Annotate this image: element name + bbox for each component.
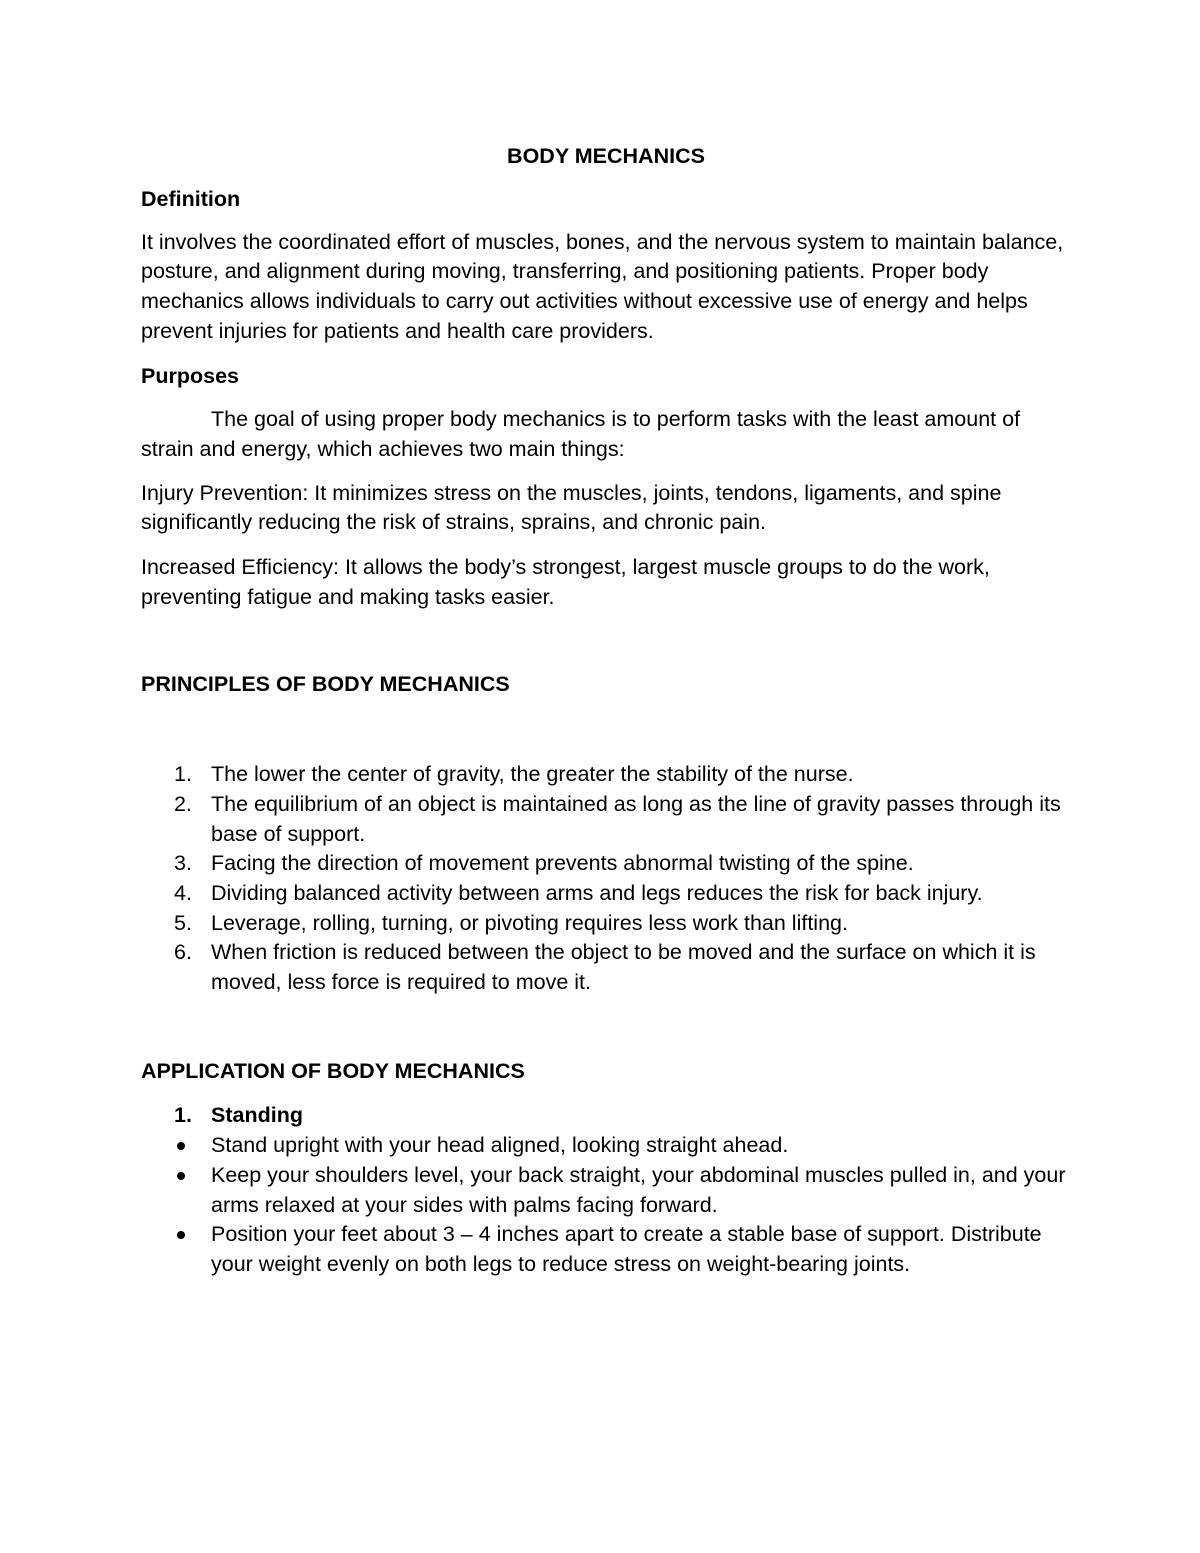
list-number: 5. — [174, 910, 192, 935]
definition-heading: Definition — [141, 187, 241, 211]
bullet-icon — [177, 1231, 185, 1239]
purposes-intro: The goal of using proper body mechanics is to perform tasks with the least amount of strain and energy, which achieves two main things: — [141, 407, 1021, 461]
list-number: 6. — [174, 940, 192, 965]
principle-item — [141, 909, 1071, 939]
bullet-item — [141, 1220, 1071, 1279]
principle-item — [141, 760, 1071, 790]
principle-text: When friction is reduced between the object to be moved and the surface on which it is moved, less force is required to move it. — [211, 940, 1036, 995]
list-number: 3. — [174, 851, 192, 876]
principle-item — [141, 938, 1071, 997]
principle-text: Dividing balanced activity between arms and legs reduces the risk for back injury. — [211, 880, 983, 905]
purpose-injury-prevention: Injury Prevention: It minimizes stress on the muscles, joints, tendons, ligaments, and spine significantly reducing the risk of strains, sprains, and chronic pain. — [141, 480, 1002, 535]
purposes-heading: Purposes — [141, 363, 239, 388]
purpose-increased-efficiency: Increased Efficiency: It allows the body’s strongest, largest muscle groups to do the work, preventing fatigue and making tasks easier. — [141, 555, 990, 609]
principle-item — [141, 790, 1071, 849]
bullet-icon — [177, 1172, 185, 1180]
standing-subheading — [141, 1101, 1071, 1131]
bullet-text: Stand upright with your head aligned, looking straight ahead. — [211, 1133, 789, 1158]
standing-bullet-list — [141, 1131, 1071, 1280]
principle-text: Facing the direction of movement prevents abnormal twisting of the spine. — [211, 851, 914, 876]
principles-list — [141, 760, 1071, 998]
bullet-item — [141, 1161, 1071, 1220]
standing-title: Standing — [211, 1103, 303, 1128]
bullet-icon — [177, 1142, 185, 1150]
list-number: 1. — [174, 1103, 192, 1128]
list-number: 2. — [174, 791, 192, 816]
principles-heading: PRINCIPLES OF BODY MECHANICS — [141, 672, 510, 697]
principle-item — [141, 879, 1071, 909]
definition-text: It involves the coordinated effort of muscles, bones, and the nervous system to maintain balance, posture, and alignment during moving, transferring, and positioning patients. Proper body mechanics allows individuals to carry out activities without excessive use of energy and helps prevent injuries for patients and health care providers. — [141, 229, 1064, 343]
bullet-item — [141, 1131, 1071, 1161]
list-number: 1. — [174, 762, 192, 787]
bullet-text: Position your feet about 3 – 4 inches apart to create a stable base of support. Distribute your weight evenly on both legs to reduce stress on weight-bearing joints. — [211, 1222, 1042, 1276]
bullet-text: Keep your shoulders level, your back straight, your abdominal muscles pulled in, and your arms relaxed at your sides with palms facing forward. — [211, 1162, 1066, 1217]
principle-item — [141, 849, 1071, 879]
list-number: 4. — [174, 880, 192, 905]
document-page — [141, 140, 1071, 1280]
principle-text: Leverage, rolling, turning, or pivoting requires less work than lifting. — [211, 910, 848, 935]
application-heading: APPLICATION OF BODY MECHANICS — [141, 1058, 525, 1083]
principle-text: The equilibrium of an object is maintained as long as the line of gravity passes through its base of support. — [211, 791, 1061, 846]
principle-text: The lower the center of gravity, the greater the stability of the nurse. — [211, 762, 854, 787]
page-title: BODY MECHANICS — [507, 144, 705, 168]
